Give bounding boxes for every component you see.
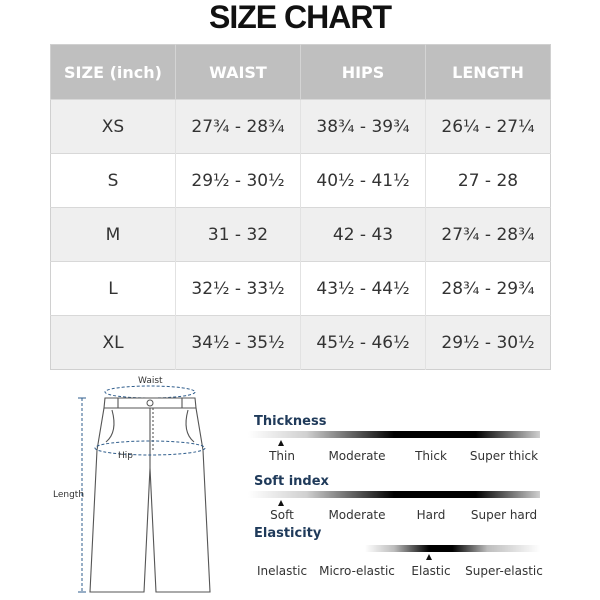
cell-hips: 45½ - 46½ <box>301 316 426 370</box>
table-row <box>51 154 551 208</box>
elasticity-marker <box>426 554 432 560</box>
cell-size: XL <box>51 316 176 370</box>
thickness-label-2: Moderate <box>328 449 386 463</box>
table-row <box>51 208 551 262</box>
cell-waist: 34½ - 35½ <box>176 316 301 370</box>
cell-length: 29½ - 30½ <box>426 316 551 370</box>
thickness-label-1: Thin <box>269 449 295 463</box>
cell-length: 26¼ - 27¼ <box>426 100 551 154</box>
soft-index-label-2: Moderate <box>328 508 386 522</box>
cell-waist: 29½ - 30½ <box>176 154 301 208</box>
table-row <box>51 316 551 370</box>
shorts-outline <box>90 398 210 592</box>
page-title: SIZE CHART <box>209 0 391 35</box>
cell-hips: 38¾ - 39¾ <box>301 100 426 154</box>
thickness-bar <box>248 431 540 438</box>
elasticity-label-3: Elastic <box>411 564 451 578</box>
waist-measure-ellipse <box>105 386 195 398</box>
cell-length: 27¾ - 28¾ <box>426 208 551 262</box>
shorts-diagram <box>40 370 240 595</box>
soft-index-marker <box>278 500 284 506</box>
cell-hips: 42 - 43 <box>301 208 426 262</box>
header-hips: HIPS <box>301 45 426 100</box>
soft-index-label-4: Super hard <box>470 508 538 522</box>
waist-label: Waist <box>138 376 163 386</box>
soft-index-bar <box>248 491 540 498</box>
soft-index-label-1: Soft <box>270 508 294 522</box>
header-length: LENGTH <box>426 45 551 100</box>
header-size: SIZE (inch) <box>51 45 176 100</box>
cell-length: 28¾ - 29¾ <box>426 262 551 316</box>
elasticity-label-2: Micro-elastic <box>319 564 395 578</box>
cell-waist: 31 - 32 <box>176 208 301 262</box>
cell-size: L <box>51 262 176 316</box>
size-table <box>50 44 551 370</box>
cell-size: XS <box>51 100 176 154</box>
soft-index-title: Soft index <box>254 474 329 489</box>
thickness-title: Thickness <box>254 414 327 429</box>
hip-label: Hip <box>118 451 133 461</box>
cell-length: 27 - 28 <box>426 154 551 208</box>
cell-waist: 27¾ - 28¾ <box>176 100 301 154</box>
elasticity-label-4: Super-elastic <box>465 564 543 578</box>
length-label: Length <box>53 490 85 500</box>
cell-hips: 43½ - 44½ <box>301 262 426 316</box>
thickness-marker <box>278 440 284 446</box>
thickness-label-3: Thick <box>415 449 447 463</box>
elasticity-bar <box>248 545 540 552</box>
cell-size: M <box>51 208 176 262</box>
cell-size: S <box>51 154 176 208</box>
elasticity-title: Elasticity <box>254 526 322 541</box>
table-header-row <box>51 45 551 100</box>
header-waist: WAIST <box>176 45 301 100</box>
elasticity-label-1: Inelastic <box>256 564 308 578</box>
table-row <box>51 262 551 316</box>
thickness-label-4: Super thick <box>469 449 539 463</box>
table-row <box>51 100 551 154</box>
soft-index-label-3: Hard <box>416 508 446 522</box>
cell-hips: 40½ - 41½ <box>301 154 426 208</box>
cell-waist: 32½ - 33½ <box>176 262 301 316</box>
button-icon <box>147 400 153 406</box>
